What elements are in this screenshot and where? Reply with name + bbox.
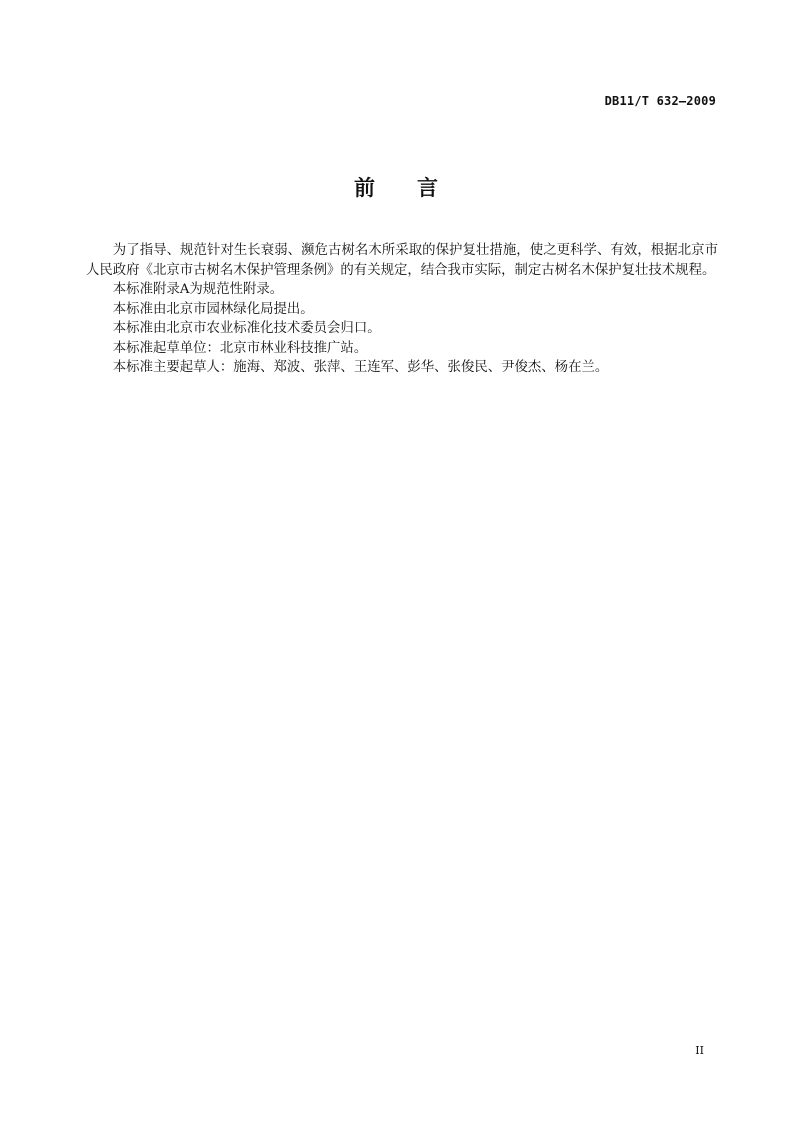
title-char-1: 前 [354,176,375,200]
paragraph-committee: 本标准由北京市农业标准化技术委员会归口。 [112,321,381,336]
standard-code: DB11/T 632—2009 [604,94,716,108]
paragraph-purpose: 为了指导、规范针对生长衰弱、濒危古树名木所采取的保护复壮措施，使之更科学、有效，根据北京市人民政府《北京市古树名木保护管理条例》的有关规定，结合我市实际，制定古树名木保护复壮技术规程。 [86,243,718,278]
paragraph-proposer: 本标准由北京市园林绿化局提出。 [112,301,314,317]
page-title [0,172,792,202]
paragraph-drafting-unit: 本标准起草单位：北京市林业科技推广站。 [112,340,368,356]
foreword-body [86,241,718,378]
page-number: II [695,1044,704,1057]
paragraph-appendix: 本标准附录A为规范性附录。 [112,282,284,297]
paragraph-drafters: 本标准主要起草人：施海、郑波、张萍、王连军、彭华、张俊民、尹俊杰、杨在兰。 [112,360,609,375]
title-char-2: 言 [417,176,438,200]
